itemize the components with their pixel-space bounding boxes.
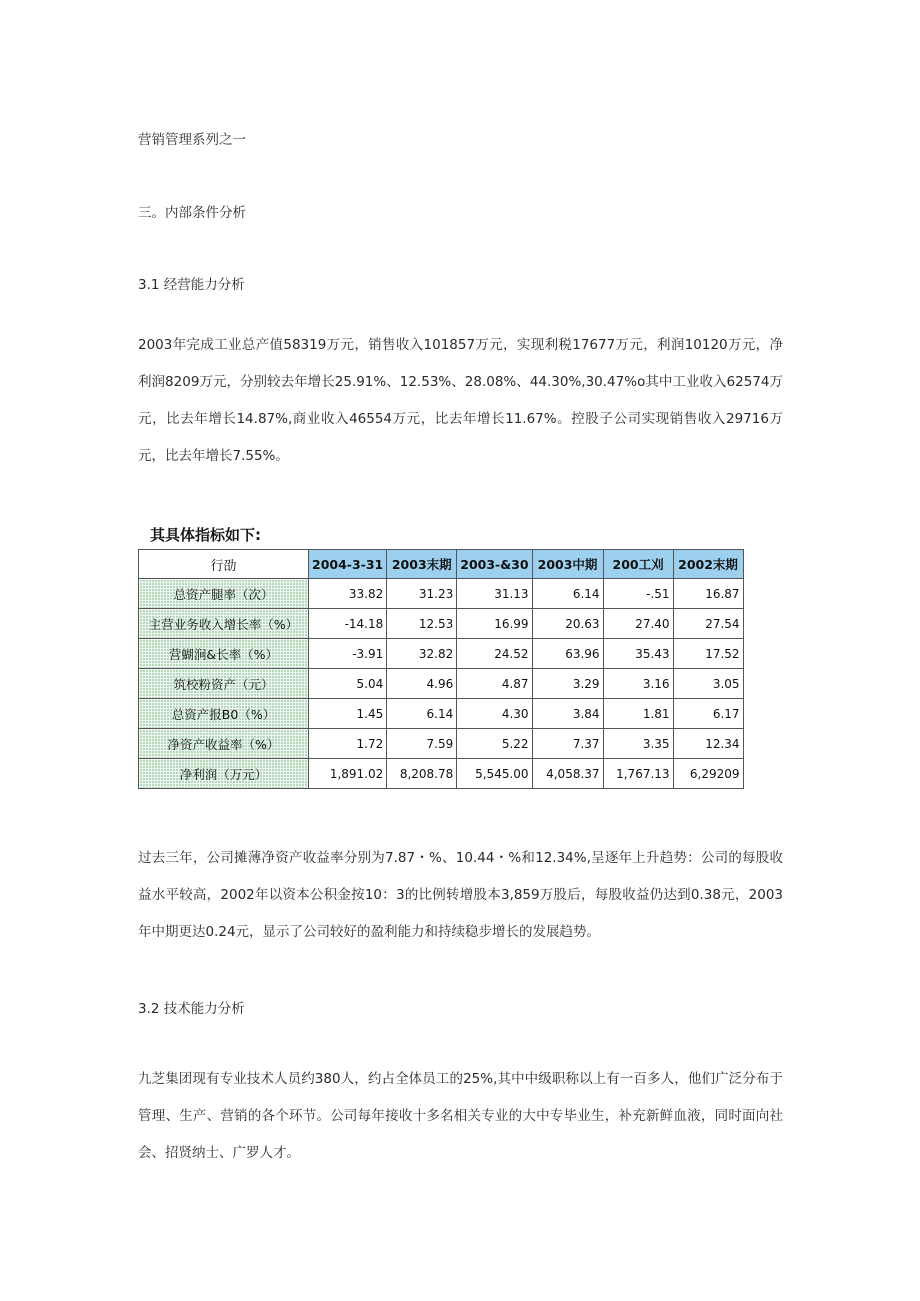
- table-cell: 7.59: [387, 729, 457, 759]
- table-cell: -3.91: [309, 639, 387, 669]
- column-header: 2002末期: [673, 550, 743, 579]
- row-label: 净利润（万元）: [139, 759, 309, 789]
- table-cell: 4.87: [457, 669, 532, 699]
- table-cell: 16.99: [457, 609, 532, 639]
- column-header: 2003末期: [387, 550, 457, 579]
- technical-ability-paragraph: 九芝集团现有专业技术人员约380人，约占全体员工的25%,其中中级职称以上有一百多人，他们广泛分布于管理、生产、营销的各个环节。公司每年接收十多名相关专业的大中专毕业生，补充新鲜血液，同时面向社会、招贤纳士、广罗人才。: [138, 1071, 783, 1161]
- table-cell: 1,891.02: [309, 759, 387, 789]
- table-cell: 27.40: [603, 609, 673, 639]
- table-cell: 63.96: [532, 639, 603, 669]
- table-cell: 35.43: [603, 639, 673, 669]
- table-cell: 3.16: [603, 669, 673, 699]
- table-cell: 3.35: [603, 729, 673, 759]
- table-row: [139, 759, 744, 789]
- table-cell: 7.37: [532, 729, 603, 759]
- table-cell: 5,545.00: [457, 759, 532, 789]
- table-row: [139, 639, 744, 669]
- table-row: [139, 699, 744, 729]
- table-row: [139, 579, 744, 609]
- table-cell: 5.04: [309, 669, 387, 699]
- table-cell: 16.87: [673, 579, 743, 609]
- subsection-heading-3-1: 3.1 经营能力分析: [138, 277, 245, 293]
- section-heading: 三。内部条件分析: [138, 205, 246, 221]
- table-cell: 31.13: [457, 579, 532, 609]
- table-cell: 17.52: [673, 639, 743, 669]
- table-row: [139, 669, 744, 699]
- table-cell: 5.22: [457, 729, 532, 759]
- table-caption: 其具体指标如下:: [150, 526, 261, 544]
- row-label: 营蝴涧&长率（%）: [139, 639, 309, 669]
- table-cell: 3.05: [673, 669, 743, 699]
- profitability-paragraph: 过去三年，公司摊薄净资产收益率分别为7.87・%、10.44・%和12.34%,呈逐年上升趋势：公司的每股收益水平较高，2002年以资本公积金按10：3的比例转增股本3,859万股后，每股收益仍达到0.38元，2003年中期更达0.24元，显示了公司较好的盈利能力和持续稳步增长的发展趋势。: [138, 850, 783, 940]
- subsection-heading-3-2: 3.2 技术能力分析: [138, 1001, 245, 1017]
- table-cell: -.51: [603, 579, 673, 609]
- table-cell: 6,29209: [673, 759, 743, 789]
- table-cell: 32.82: [387, 639, 457, 669]
- table-cell: 3.84: [532, 699, 603, 729]
- column-header: 2003-&30: [457, 550, 532, 579]
- table-cell: 27.54: [673, 609, 743, 639]
- table-cell: 4.96: [387, 669, 457, 699]
- table-cell: 6.14: [387, 699, 457, 729]
- column-header: 2004-3-31: [309, 550, 387, 579]
- table-cell: 1.72: [309, 729, 387, 759]
- column-header: 2003中期: [532, 550, 603, 579]
- column-header: 行劭: [139, 550, 309, 579]
- table-header-row: [139, 550, 744, 579]
- table-row: [139, 729, 744, 759]
- table-cell: 3.29: [532, 669, 603, 699]
- table-cell: 33.82: [309, 579, 387, 609]
- table-cell: 1,767.13: [603, 759, 673, 789]
- table-cell: 6.14: [532, 579, 603, 609]
- table-cell: 1.81: [603, 699, 673, 729]
- row-label: 筑校粉资产（元）: [139, 669, 309, 699]
- table-row: [139, 609, 744, 639]
- table-cell: 8,208.78: [387, 759, 457, 789]
- table-cell: 12.53: [387, 609, 457, 639]
- table-cell: 4.30: [457, 699, 532, 729]
- table-cell: 1.45: [309, 699, 387, 729]
- row-label: 总资产报B0（%）: [139, 699, 309, 729]
- row-label: 净资产收益率（%）: [139, 729, 309, 759]
- table-cell: 12.34: [673, 729, 743, 759]
- row-label: 主营业务收入增长率（%）: [139, 609, 309, 639]
- table-cell: 6.17: [673, 699, 743, 729]
- table-cell: 31.23: [387, 579, 457, 609]
- series-title: 营销管理系列之一: [138, 132, 246, 148]
- operating-ability-paragraph: 2003年完成工业总产值58319万元，销售收入101857万元，实现利税17677万元，利润10120万元，净利润8209万元，分别较去年增长25.91%、12.53%、28.08%、44.30%,30.47%o其中工业收入62574万元，比去年增长14.87%,商业收入46554万元，比去年增长11.67%。控股子公司实现销售收入29716万元，比去年增长7.55%。: [138, 337, 783, 464]
- table-cell: 24.52: [457, 639, 532, 669]
- row-label: 总资产腿率（次）: [139, 579, 309, 609]
- column-header: 200工刈: [603, 550, 673, 579]
- indicator-table: [138, 549, 744, 789]
- table-cell: 4,058.37: [532, 759, 603, 789]
- table-cell: -14.18: [309, 609, 387, 639]
- table-cell: 20.63: [532, 609, 603, 639]
